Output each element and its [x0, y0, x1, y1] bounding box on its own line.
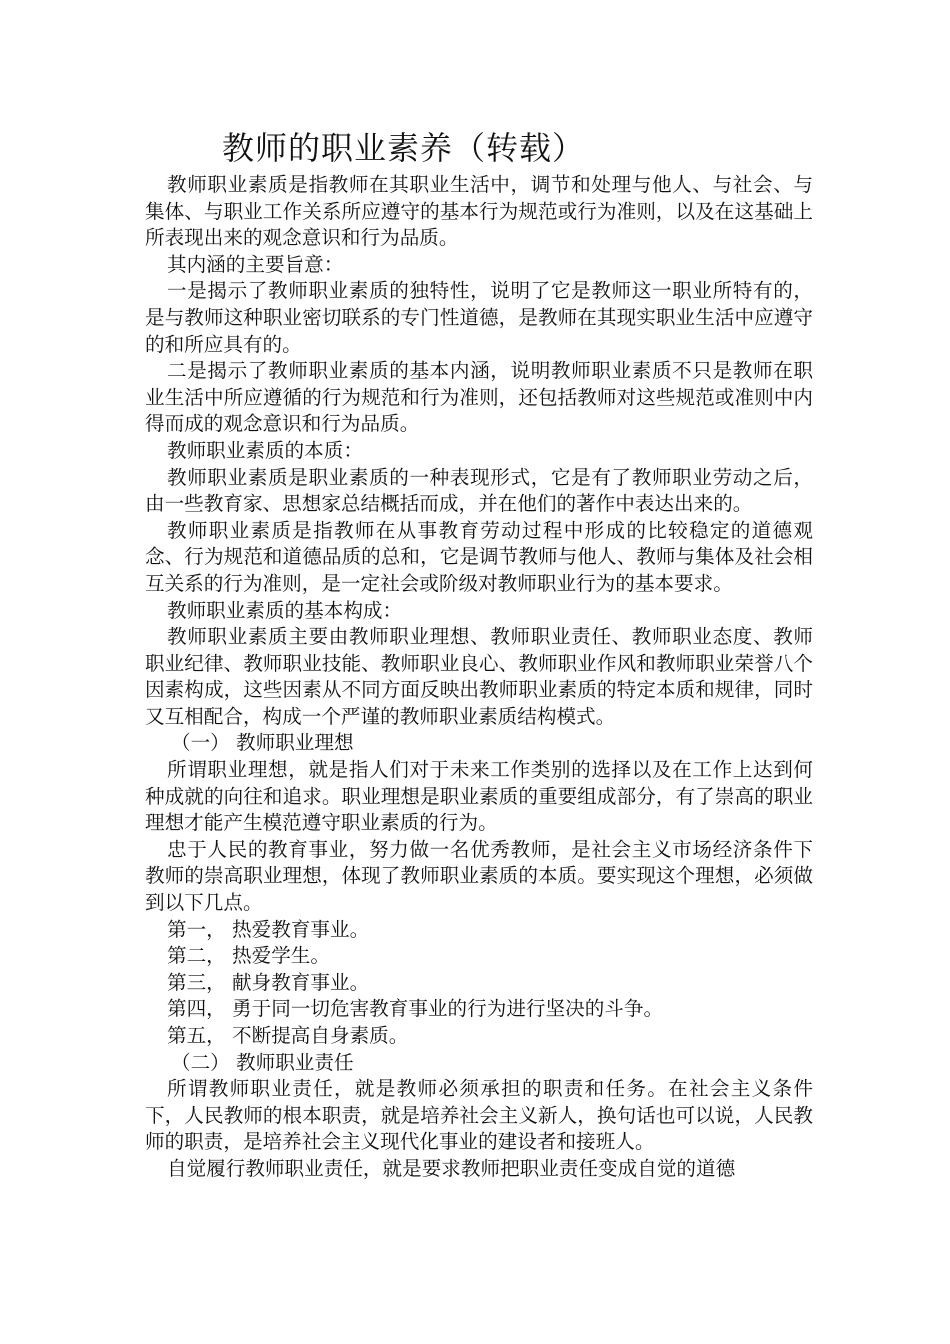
- paragraph-responsibility-2: 自觉履行教师职业责任，就是要求教师把职业责任变成自觉的道德: [167, 1156, 736, 1180]
- paragraph-heading-composition: 教师职业素质的基本构成：: [167, 598, 403, 622]
- paragraph-responsibility-1: 所谓教师职业责任，就是教师必须承担的职责和任务。在社会主义条件下，人民教师的根本职责，就是培养社会主义新人，换句话也可以说，人民教师的职责，是培养社会主义现代化事业的建设者和接班人。: [145, 1077, 813, 1154]
- section-heading-ideal: （一） 教师职业理想: [171, 731, 354, 755]
- section-heading-responsibility: （二） 教师职业责任: [171, 1050, 354, 1074]
- list-item: 第一， 热爱教育事业。: [167, 917, 370, 941]
- paragraph-composition: 教师职业素质主要由教师职业理想、教师职业责任、教师职业态度、教师职业纪律、教师职业技能、教师职业良心、教师职业作风和教师职业荣誉八个因素构成，这些因素从不同方面反映出教师职业素质的特定本质和规律，同时又互相配合，构成一个严谨的教师职业素质结构模式。: [145, 625, 813, 728]
- paragraph-essence-1: 教师职业素质是职业素质的一种表现形式，它是有了教师职业劳动之后，由一些教育家、思想家总结概括而成，并在他们的著作中表达出来的。: [145, 465, 813, 516]
- paragraph-point-two: 二是揭示了教师职业素质的基本内涵，说明教师职业素质不只是教师在职业生活中所应遵循的行为规范和行为准则，还包括教师对这些规范或准则中内得而成的观念意识和行为品质。: [145, 359, 813, 436]
- paragraph-ideal-2: 忠于人民的教育事业，努力做一名优秀教师，是社会主义市场经济条件下教师的崇高职业理想，体现了教师职业素质的本质。要实现这个理想，必须做到以下几点。: [145, 837, 813, 915]
- paragraph-heading-essence: 教师职业素质的本质：: [167, 438, 363, 462]
- list-item: 第五， 不断提高自身素质。: [167, 1024, 409, 1047]
- paragraph-point-one: 一是揭示了教师职业素质的独特性，说明了它是教师这一职业所特有的，是与教师这种职业密切联系的专门性道德，是教师在其现实职业生活中应遵守的和所应具有的。: [145, 279, 813, 356]
- paragraph-heading-meaning: 其内涵的主要旨意：: [167, 252, 344, 276]
- paragraph-ideal-1: 所谓职业理想，就是指人们对于未来工作类别的选择以及在工作上达到何种成就的向往和追求。职业理想是职业素质的重要组成部分，有了崇高的职业理想才能产生模范遵守职业素质的行为。: [145, 758, 813, 835]
- paragraph-essence-2: 教师职业素质是指教师在从事教育劳动过程中形成的比较稳定的道德观念、行为规范和道德品质的总和，它是调节教师与他人、教师与集体及社会相互关系的行为准则，是一定社会或阶级对教师职业行为的基本要求。: [145, 518, 813, 595]
- list-item: 第二， 热爱学生。: [167, 944, 330, 968]
- document-body: [145, 172, 813, 1183]
- list-item: 第四， 勇于同一切危害教育事业的行为进行坚决的斗争。: [167, 997, 664, 1021]
- list-item: 第三， 献身教育事业。: [167, 970, 370, 994]
- document-title: 教师的职业素养（转载）: [222, 129, 586, 167]
- paragraph-definition: 教师职业素质是指教师在其职业生活中，调节和处理与他人、与社会、与集体、与职业工作关系所应遵守的基本行为规范或行为准则，以及在这基础上所表现出来的观念意识和行为品质。: [145, 173, 813, 250]
